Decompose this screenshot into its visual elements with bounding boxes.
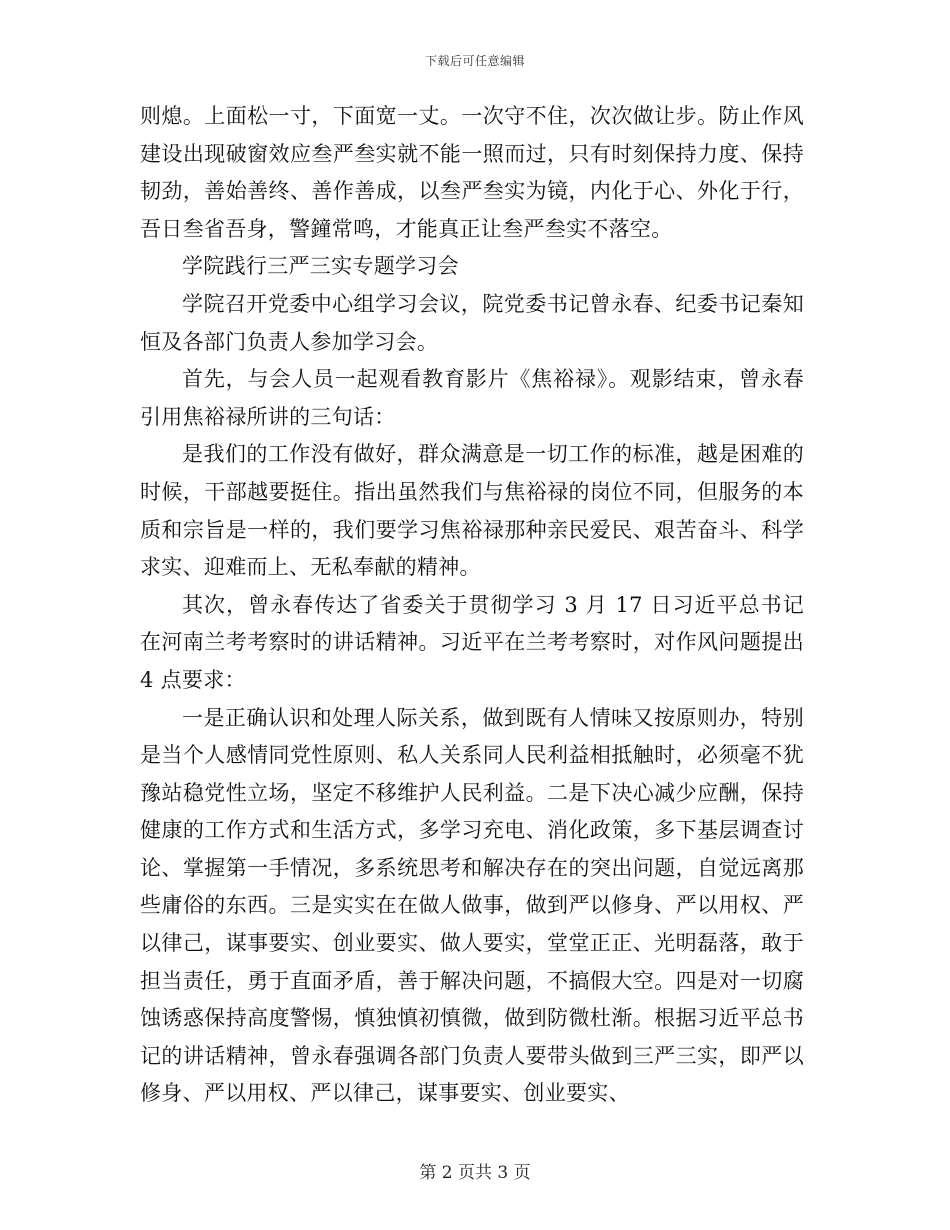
paragraph-2-heading: 学院践行三严三实专题学习会 xyxy=(182,254,459,279)
page-header: 下载后可任意编辑 xyxy=(424,54,525,68)
paragraph-1: 则熄。上面松一寸，下面宽一丈。一次守不住，次次做让步。防止作风建设出现破窗效应叁严叁实就不能一照而过，只有时刻保持力度、保持韧劲，善始善终、善作善成，以叁严叁实为镜，内化于心、外化于行，吾日叁省吾身，警鐘常鸣，才能真正让叁严叁实不落空。 xyxy=(140,104,804,241)
document-body xyxy=(140,98,804,1113)
paragraph-5: 是我们的工作没有做好，群众满意是一切工作的标准，越是困难的时候，干部越要挺住。指出虽然我们与焦裕禄的岗位不同，但服务的本质和宗旨是一样的，我们要学习焦裕禄那种亲民爱民、艰苦奋斗、科学求实、迎难而上、无私奉献的精神。 xyxy=(140,442,804,580)
paragraph-6: 其次，曾永春传达了省委关于贯彻学习 3 月 17 日习近平总书记在河南兰考考察时的讲话精神。习近平在兰考考察时，对作风问题提出 4 点要求： xyxy=(140,592,804,692)
paragraph-4: 首先，与会人员一起观看教育影片《焦裕禄》。观影结束，曾永春引用焦裕禄所讲的三句话： xyxy=(140,367,804,429)
paragraph-7: 一是正确认识和处理人际关系，做到既有人情味又按原则办，特别是当个人感情同党性原则、私人关系同人民利益相抵触时，必须毫不犹豫站稳党性立场，坚定不移维护人民利益。二是下决心减少应酬，保持健康的工作方式和生活方式，多学习充电、消化政策，多下基层调查讨论、掌握第一手情况，多系统思考和解决存在的突出问题，自觉远离那些庸俗的东西。三是实实在在做人做事，做到严以修身、严以用权、严以律己，谋事要实、创业要实、做人要实，堂堂正正、光明磊落，敢于担当责任，勇于直面矛盾，善于解决问题，不搞假大空。四是对一切腐蚀诱惑保持高度警惕，慎独慎初慎微，做到防微杜渐。根据习近平总书记的讲话精神，曾永春强调各部门负责人要带头做到三严三实，即严以修身、严以用权、严以律己，谋事要实、创业要实、 xyxy=(140,705,804,1106)
paragraph-3: 学院召开党委中心组学习会议，院党委书记曾永春、纪委书记秦知恒及各部门负责人参加学习会。 xyxy=(140,291,804,354)
page-footer: 第 2 页共 3 页 xyxy=(419,1163,531,1183)
